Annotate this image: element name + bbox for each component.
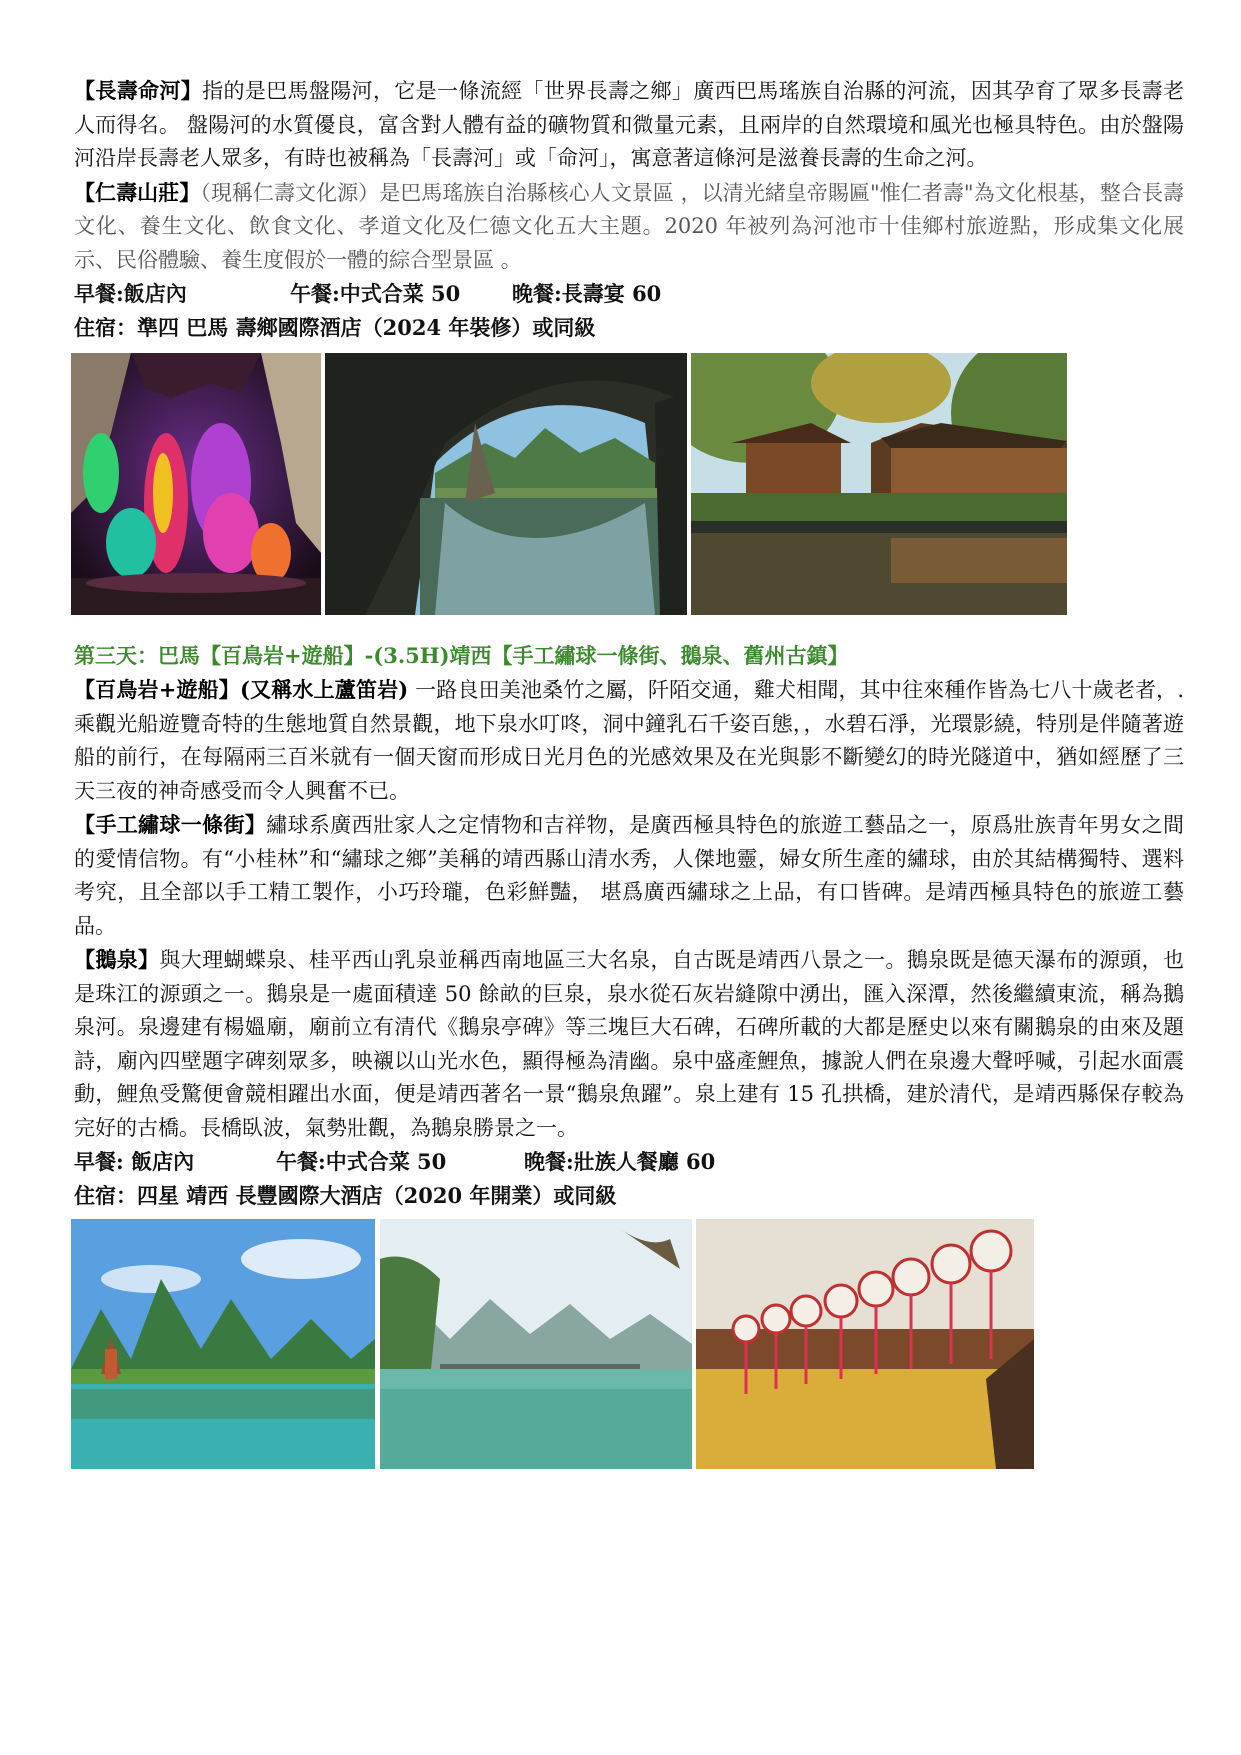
photo-embroidered-balls-balcony <box>696 1219 1034 1469</box>
heading-embroidered-ball-street: 【手工繡球一條街】 <box>74 812 267 837</box>
paragraph-longevity-river <box>74 74 1184 176</box>
day3-hotel: 住宿：四星 靖西 長豐國際大酒店（2020 年開業）或同級 <box>74 1183 617 1208</box>
heading-goose-spring: 【鵝泉】 <box>74 947 160 972</box>
text-goose-spring: 與大理蝴蝶泉、桂平西山乳泉並稱西南地區三大名泉，自古既是靖西八景之一。鵝泉既是德天瀑布的源頭，也是珠江的源頭之一。鵝泉是一處面積達 50 餘畝的巨泉，泉水從石灰岩縫隙中湧出，匯入深潭，然後繼續東流，稱為鵝泉河。泉邊建有楊媼廟，廟前立有清代《鵝泉亭碑》等三塊巨大石碑，石碑所載的大都是歷史以來有關鵝泉的由來及題詩，廟內四壁題字碑刻眾多，映襯以山光水色，顯得極為清幽。泉中盛產鯉魚，據說人們在泉邊大聲呼喊，引起水面震動，鯉魚受驚便會競相躍出水面，便是靖西著名一景“鵝泉魚躍”。泉上建有 15 孔拱橋，建於清代，是靖西縣保存較為完好的古橋。長橋臥波，氣勢壯觀，為鵝泉勝景之一。 <box>74 948 1185 1140</box>
text-embroidered-ball-street: 繡球系廣西壯家人之定情物和吉祥物，是廣西極具特色的旅遊工藝品之一，原爲壯族青年男女之間的愛情信物。有“小桂林”和“繡球之鄉”美稱的靖西縣山清水秀，人傑地靈，婦女所生產的繡球，由於其結構獨特、選料考究，且全部以手工精工製作，小巧玲瓏，色彩鮮豔， 堪爲廣西繡球之上品，有口皆碑。是靖西極具特色的旅遊工藝品。 <box>74 813 1185 938</box>
text-bainiao-cave: 一路良田美池桑竹之屬，阡陌交通，雞犬相聞，其中往來種作皆為七八十歲老者，.乘觀光船遊覽奇特的生態地質自然景觀，地下泉水叮咚，洞中鐘乳石千姿百態，，水碧石淨，光環影繞，特別是伴隨著遊船的前行，在每隔兩三百米就有一個天窗而形成日光月色的光感效果及在光與影不斷變幻的時光隧道中，猶如經歷了三天三夜的神奇感受而令人興奮不已。 <box>74 678 1185 803</box>
heading-renshou-villa: 【仁壽山莊】 <box>74 179 201 205</box>
day3-title: 第三天：巴馬【百鳥岩+遊船】-(3.5H)靖西【手工繡球一條街、鵝泉、舊州古鎮】 <box>74 643 849 668</box>
text-renshou-villa: （現稱仁壽文化源）是巴馬瑤族自治縣核心人文景區 ，以清光緒皇帝賜匾"惟仁者壽"為文化根基，整合長壽文化、養生文化、飲食文化、孝道文化及仁德文化五大主題。2020 年被列為河池市十佳鄉村旅遊點，形成集文化展示、民俗體驗、養生度假於一體的綜合型景區 。 <box>74 180 1184 272</box>
day2-photo-row <box>74 353 1184 615</box>
heading-bainiao-cave: 【百鳥岩+遊船】(又稱水上蘆笛岩) <box>74 677 409 702</box>
itinerary-page <box>74 74 1184 1469</box>
paragraph-goose-spring <box>74 943 1184 1145</box>
day3-dinner: 晚餐:壯族人餐廳 60 <box>524 1149 716 1174</box>
day2-lunch: 午餐:中式合菜 50 <box>290 281 461 306</box>
text-longevity-river: 指的是巴馬盤陽河，它是一條流經「世界長壽之鄉」廣西巴馬瑤族自治縣的河流，因其孕育了眾多長壽老人而得名。 盤陽河的水質優良，富含對人體有益的礦物質和微量元素，且兩岸的自然環境和風光也極具特色。由於盤陽河沿岸長壽老人眾多，有時也被稱為「長壽河」或「命河」，寓意著這條河是滋養長壽的生命之河。 <box>74 79 1185 170</box>
day2-dinner: 晚餐:長壽宴 60 <box>512 281 662 306</box>
photo-goose-spring-bridge <box>380 1219 692 1469</box>
spacer <box>74 615 1184 639</box>
paragraph-bainiao-cave <box>74 673 1184 808</box>
photo-pavilion-pond <box>691 353 1067 615</box>
photo-karst-lake-pavilion <box>71 1219 375 1469</box>
day2-meals <box>74 277 1184 311</box>
paragraph-renshou-villa <box>74 176 1184 278</box>
photo-cave-arch-river <box>325 353 687 615</box>
day2-breakfast: 早餐:飯店內 <box>74 281 187 306</box>
day2-hotel: 住宿：準四 巴馬 壽鄉國際酒店（2024 年裝修）或同級 <box>74 315 596 340</box>
day3-meals <box>74 1145 1184 1179</box>
photo-illuminated-cave <box>71 353 321 615</box>
day3-breakfast: 早餐: 飯店內 <box>74 1149 195 1174</box>
heading-longevity-river: 【長壽命河】 <box>74 78 203 103</box>
day3-photo-row <box>74 1219 1184 1469</box>
day3-lunch: 午餐:中式合菜 50 <box>276 1149 447 1174</box>
paragraph-embroidered-ball-street <box>74 808 1184 943</box>
